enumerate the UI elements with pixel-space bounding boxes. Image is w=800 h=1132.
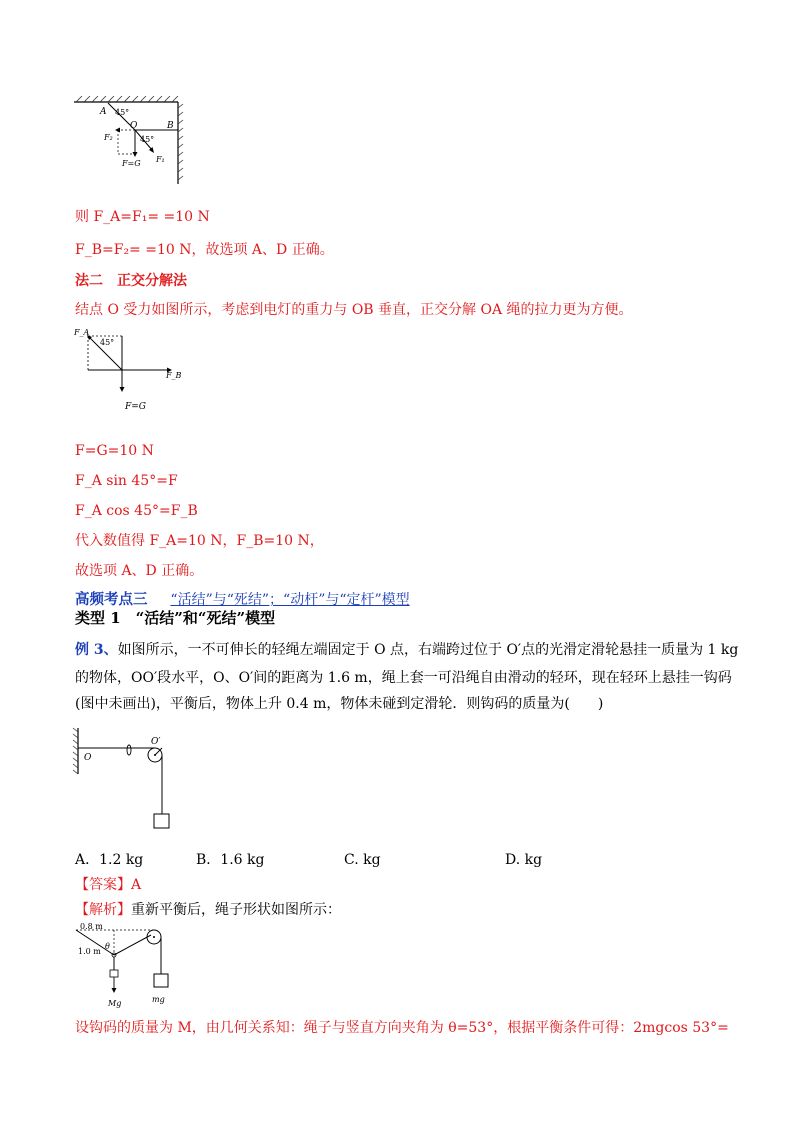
analysis-line [75,900,341,920]
example-text1: 如图所示，一不可伸长的轻绳左端固定于 O 点，右端跨过位于 O′点的光滑定滑轮悬挂一质量为 1 kg [117,642,739,658]
figure-pulley [72,726,182,836]
figure-rebalanced [72,922,182,1010]
method2-desc: 结点 O 受力如图所示，考虑到电灯的重力与 OB 垂直，正交分解 OA 绳的拉力更为方便。 [75,302,633,318]
fig4-label-10: 1.0 m [78,947,101,956]
fig2-label-fa: F_A [74,328,90,337]
method2-title: 法二 正交分解法 [75,273,187,289]
option-b[interactable]: B．1.6 kg [196,852,265,868]
fig1-label-fg: F=G [122,159,141,168]
answer-value: A [131,877,142,893]
figure-knot-forces [70,96,185,188]
fig3-label-o2: O′ [151,737,161,747]
fig4-label-mg-big: Mg [108,999,122,1008]
eq-2: F_A sin 45°=F [75,473,178,489]
method1-line2: F_B=F₂= =10 N，故选项 A、D 正确。 [75,242,334,258]
fig2-label-fg: F=G [125,402,146,412]
type1-title: 类型 1 “活结”和“死结”模型 [75,609,276,627]
example-line1 [75,640,738,660]
fig4-label-08: 0.8 m [80,922,103,931]
answer-line [75,875,141,895]
fig4-label-mg: mg [152,995,165,1004]
fig2-angle: 45° [100,338,115,347]
section-link[interactable]: “活结”与“死结”；“动杆”与“定杆”模型 [170,592,410,608]
option-a[interactable]: A．1.2 kg [75,852,144,868]
fig1-label-b: B [167,121,174,131]
figure-orthogonal-decomposition [70,326,185,396]
answer-label: 【答案】 [75,877,131,893]
fig3-label-o: O [84,753,92,763]
analysis-last-line: 设钩码的质量为 M，由几何关系知：绳子与竖直方向夹角为 θ=53°，根据平衡条件可得：2mgcos 53°= [75,1020,729,1036]
method1-line1: 则 F_A=F₁= =10 N [75,209,210,225]
fig1-angle-mid: 45° [140,135,155,144]
eq-1: F=G=10 N [75,443,154,459]
eq-3: F_A cos 45°=F_B [75,503,198,519]
example-line3: (图中未画出)，平衡后，物体上升 0.4 m，物体未碰到定滑轮．则钩码的质量为( ) [75,696,604,712]
section-heading [75,590,410,610]
analysis-text: 重新平衡后，绳子形状如图所示： [131,902,341,918]
fig4-label-theta: θ [105,942,110,951]
fig1-label-o: O [130,121,138,131]
eq-5: 故选项 A、D 正确。 [75,563,204,579]
fig1-label-f2: F₂ [104,133,113,142]
fig2-label-fb: F_B [166,371,182,380]
example-line2: 的物体，OO′段水平，O、O′间的距离为 1.6 m，绳上套一可沿绳自由滑动的轻环，现在轻环上悬挂一钩码 [75,670,732,686]
analysis-label: 【解析】 [75,902,131,918]
example-label: 例 3、 [75,642,118,658]
eq-4: 代入数值得 F_A=10 N，F_B=10 N， [75,533,324,549]
option-d[interactable]: D. kg [505,852,543,868]
option-c[interactable]: C. kg [344,852,381,868]
fig1-label-f1: F₁ [156,155,165,164]
fig1-angle-top: 45° [115,108,130,117]
fig1-label-a: A [100,107,107,117]
section-prefix: 高频考点三 [75,591,148,608]
